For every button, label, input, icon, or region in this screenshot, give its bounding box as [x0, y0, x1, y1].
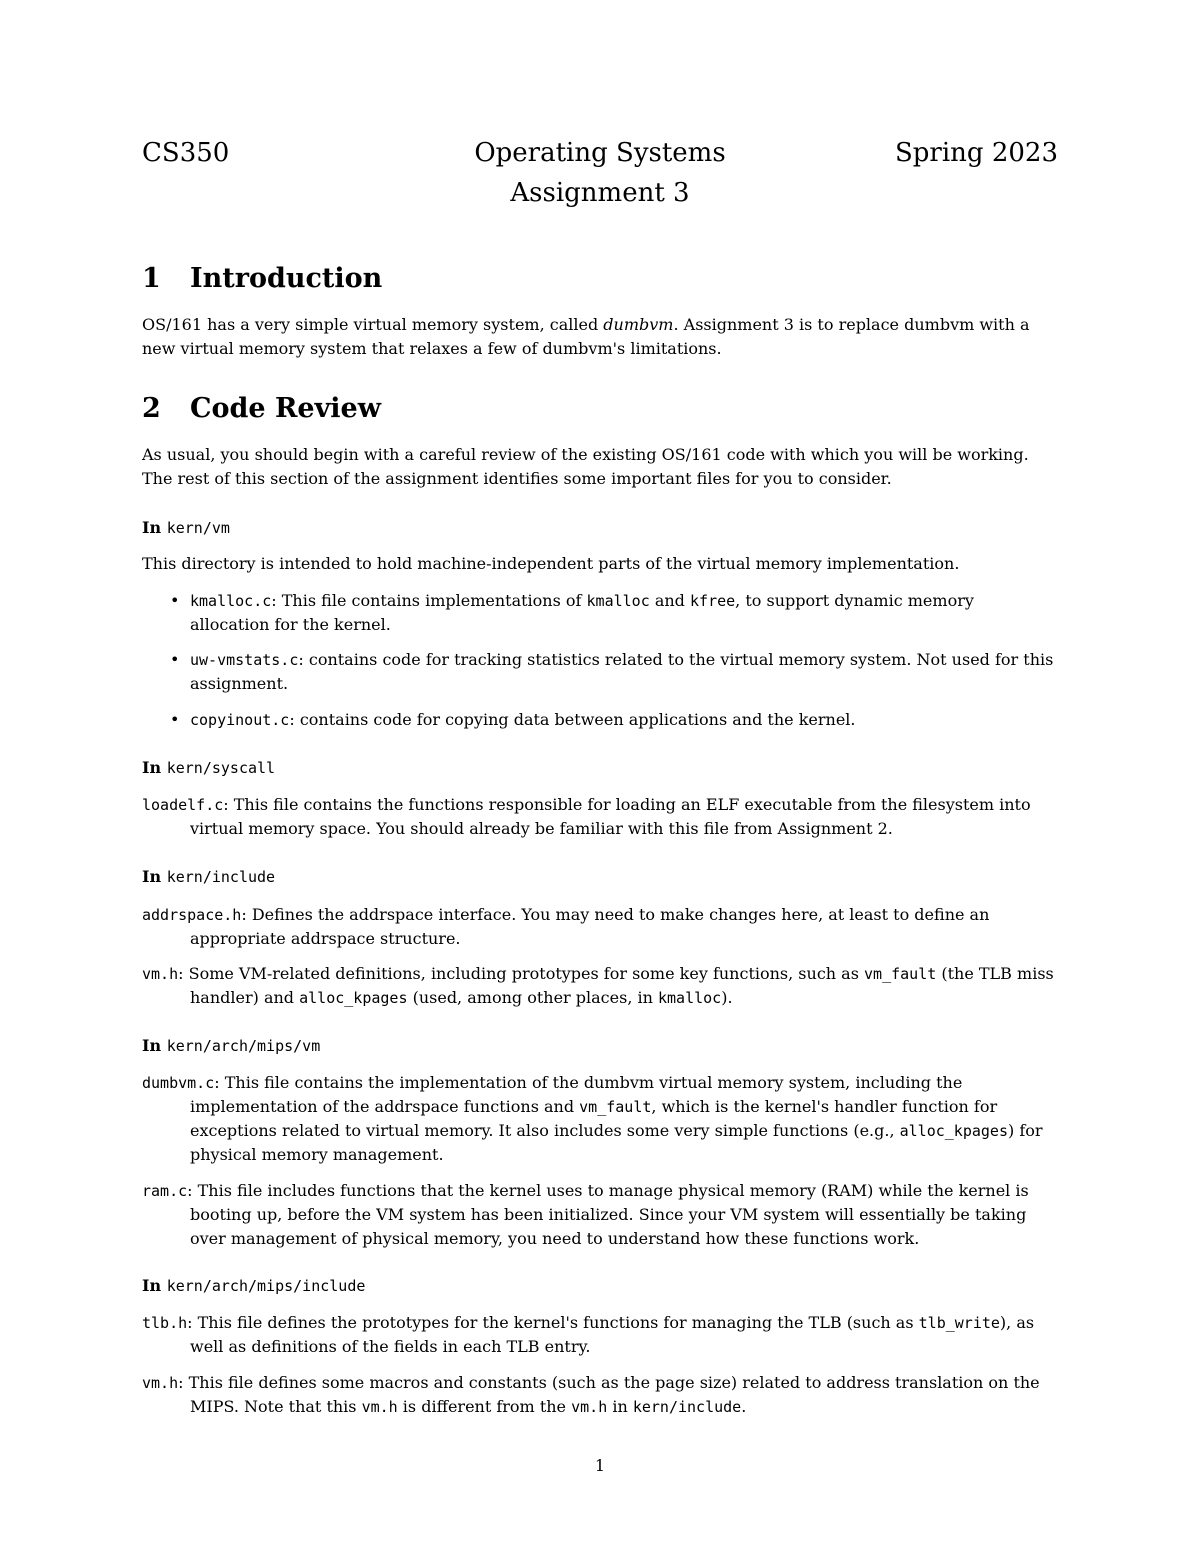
code-text: alloc_kpages — [299, 989, 408, 1007]
bullet-icon: • — [170, 650, 180, 669]
text: is different from the — [397, 1397, 572, 1416]
list-item-copyinout — [164, 708, 1058, 732]
entry-ram-c — [142, 1179, 1058, 1251]
heading-path: kern/syscall — [166, 759, 276, 777]
text: : This file defines some macros and constants (such as the page size) related to address translation on the MIPS. Note that this — [178, 1373, 1040, 1416]
code-text: kfree — [690, 592, 736, 610]
code-text: vm.h — [571, 1398, 608, 1416]
text: , which is the kernel's handler function for exceptions related to virtual memory. It also includes some very simple functions (e.g., — [190, 1097, 998, 1140]
intro-paragraph — [142, 313, 1058, 361]
heading-prefix: In — [142, 758, 162, 777]
list-item-kmalloc — [164, 589, 1058, 637]
text: : contains code for copying data between applications and the kernel. — [289, 710, 856, 729]
entry-vm-h — [142, 962, 1058, 1010]
heading-prefix: In — [142, 1036, 162, 1055]
text: (used, among other places, in — [407, 988, 658, 1007]
text: ) for physical memory management. — [190, 1121, 1043, 1164]
heading-prefix: In — [142, 1276, 162, 1295]
section-title: Introduction — [190, 263, 383, 294]
subsection-heading-kern-syscall — [142, 758, 275, 777]
document-page — [142, 0, 1058, 1553]
file-name: dumbvm.c — [142, 1074, 215, 1092]
code-text: vm_fault — [579, 1098, 652, 1116]
heading-prefix: In — [142, 518, 162, 537]
file-name: ram.c — [142, 1182, 188, 1200]
code-text: vm_fault — [864, 965, 937, 983]
kern-vm-description: This directory is intended to hold machine-independent parts of the virtual memory implementation. — [142, 554, 960, 573]
emphasis-text: dumbvm — [603, 315, 674, 334]
heading-path: kern/vm — [166, 519, 230, 537]
code-review-paragraph: As usual, you should begin with a careful review of the existing OS/161 code with which you will be working. The rest of this section of the assignment identifies some important files for you to consider. — [142, 445, 1029, 488]
assignment-title: Assignment 3 — [510, 178, 690, 208]
section-title: Code Review — [190, 393, 381, 424]
entry-tlb-h — [142, 1311, 1058, 1359]
text: in — [607, 1397, 633, 1416]
course-title: Operating Systems — [474, 138, 726, 168]
text: (the TLB miss handler) and — [190, 964, 1054, 1007]
text: : Some VM-related definitions, including prototypes for some key functions, such as — [178, 964, 865, 983]
text: : This file defines the prototypes for the kernel's functions for managing the TLB (such as — [187, 1313, 919, 1332]
file-name: loadelf.c — [142, 796, 224, 814]
heading-path: kern/arch/mips/include — [166, 1277, 366, 1295]
file-name: vm.h — [142, 1374, 179, 1392]
code-text: vm.h — [361, 1398, 398, 1416]
file-name: tlb.h — [142, 1314, 188, 1332]
heading-path: kern/arch/mips/vm — [166, 1037, 321, 1055]
text: , to support dynamic memory allocation for the kernel. — [190, 591, 974, 634]
subsection-heading-kern-vm — [142, 518, 230, 537]
file-name: copyinout.c — [190, 711, 290, 729]
text: . — [741, 1397, 747, 1416]
subsection-heading-kern-arch-mips-vm — [142, 1036, 320, 1055]
page-number: 1 — [594, 1456, 606, 1475]
heading-path: kern/include — [166, 868, 276, 886]
text: ), as well as definitions of the fields in each TLB entry. — [190, 1313, 1035, 1356]
file-name: addrspace.h — [142, 906, 242, 924]
code-text: kmalloc — [586, 592, 650, 610]
bullet-icon: • — [170, 591, 180, 610]
term: Spring 2023 — [894, 138, 1058, 168]
code-text: alloc_kpages — [899, 1122, 1008, 1140]
entry-addrspace-h — [142, 903, 1058, 951]
list-item-uw-vmstats — [164, 648, 1058, 696]
file-name: uw-vmstats.c — [190, 651, 299, 669]
text: OS/161 has a very simple virtual memory system, called — [142, 315, 604, 334]
entry-mips-vm-h — [142, 1371, 1058, 1419]
section-heading-introduction — [142, 263, 382, 294]
subsection-heading-kern-arch-mips-include — [142, 1276, 365, 1295]
section-number: 1 — [142, 263, 161, 294]
course-code: CS350 — [142, 138, 230, 168]
code-text: tlb_write — [918, 1314, 1000, 1332]
text: : This file contains the functions responsible for loading an ELF executable from the filesystem into virtual memory space. You should already be familiar with this file from Assignment 2. — [190, 795, 1031, 838]
text: : This file contains the implementation of the dumbvm virtual memory system, including the implementation of the addrspace functions and — [190, 1073, 963, 1116]
code-text: kern/include — [632, 1398, 742, 1416]
file-name: kmalloc.c — [190, 592, 272, 610]
entry-loadelf — [142, 793, 1058, 841]
text: : Defines the addrspace interface. You may need to make changes here, at least to define an appropriate addrspace structure. — [190, 905, 990, 948]
text: . Assignment 3 is to replace dumbvm with a new virtual memory system that relaxes a few of dumbvm's limitations. — [142, 315, 1030, 358]
text: ). — [721, 988, 733, 1007]
text: : This file includes functions that the kernel uses to manage physical memory (RAM) while the kernel is booting up, before the VM system has been initialized. Since your VM system will essentially be taking over management of physical memory, you need to understand how these functions work. — [187, 1181, 1029, 1248]
heading-prefix: In — [142, 867, 162, 886]
subsection-heading-kern-include — [142, 867, 275, 886]
text: : This file contains implementations of — [271, 591, 587, 610]
text: and — [649, 591, 691, 610]
file-name: vm.h — [142, 965, 179, 983]
bullet-icon: • — [170, 710, 180, 729]
entry-dumbvm-c — [142, 1071, 1058, 1167]
section-heading-code-review — [142, 393, 381, 424]
section-number: 2 — [142, 393, 161, 424]
code-text: kmalloc — [658, 989, 722, 1007]
text: : contains code for tracking statistics related to the virtual memory system. Not used for this assignment. — [190, 650, 1054, 693]
